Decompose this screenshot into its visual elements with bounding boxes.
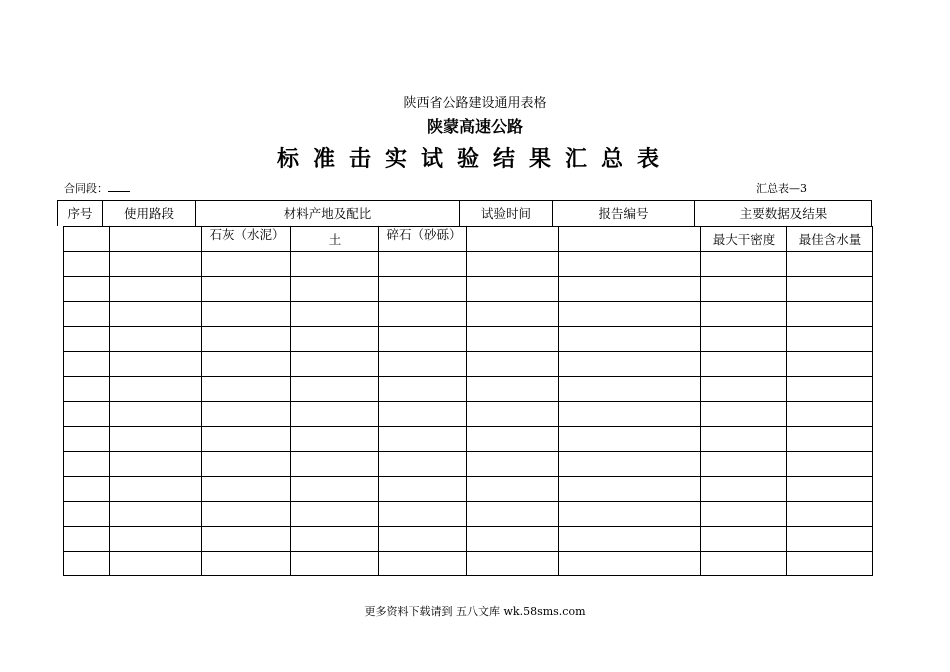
table-row (64, 277, 873, 302)
table-row (64, 227, 873, 252)
table-row (64, 377, 873, 402)
subheader-opt-moisture: 最佳含水量 (798, 232, 862, 247)
table-row (64, 252, 873, 277)
header-report-no: 报告编号 (553, 201, 695, 226)
header-road-section: 使用路段 (103, 201, 196, 226)
table-row (64, 477, 873, 502)
table-row (64, 527, 873, 552)
form-number: 汇总表—3 (756, 182, 807, 195)
subheader-gravel: 碎石（砂砾） (386, 227, 462, 242)
contract-section (64, 180, 130, 196)
subheader-lime: 石灰（水泥） (209, 227, 285, 242)
page-title: 标准击实试验结果汇总表 (276, 147, 673, 172)
subheader-soil: 土 (328, 232, 342, 247)
footer-note: 更多资料下载请到 五八文库 wk.58sms.com (364, 605, 586, 618)
subheader-max-density: 最大干密度 (712, 232, 776, 247)
table-header-row (57, 200, 872, 226)
form-subtitle: 陕西省公路建设通用表格 (403, 96, 547, 111)
header-results: 主要数据及结果 (739, 206, 828, 221)
project-name: 陕蒙高速公路 (426, 117, 523, 136)
table-row (64, 352, 873, 377)
table-row (64, 452, 873, 477)
header-test-time: 试验时间 (460, 201, 553, 226)
result-table (63, 226, 873, 576)
table-row (64, 327, 873, 352)
header-material: 材料产地及配比 (196, 201, 460, 226)
table-row (64, 502, 873, 527)
table-row (64, 302, 873, 327)
table-row (64, 402, 873, 427)
contract-blank (108, 181, 130, 192)
contract-label: 合同段： (64, 182, 108, 195)
header-seq: 序号 (58, 201, 103, 226)
table-row (64, 427, 873, 452)
